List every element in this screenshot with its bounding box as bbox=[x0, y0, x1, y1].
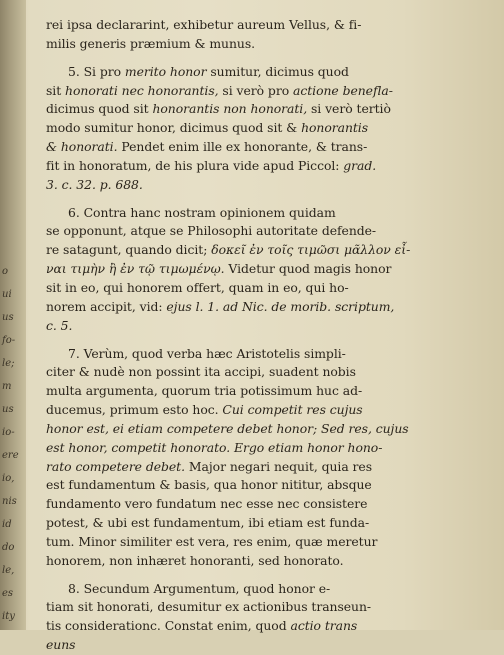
text-line bbox=[46, 382, 486, 401]
text-segment: sit bbox=[46, 82, 66, 98]
italic-segment: c. 5. bbox=[46, 317, 73, 333]
text-segment: multa argumenta, quorum tria potissimum huc ad- bbox=[46, 383, 363, 399]
text-segment: citer & nudè non possint ita accipi, suadent nobis bbox=[46, 364, 356, 380]
italic-segment: euns bbox=[46, 637, 76, 653]
text-line bbox=[46, 63, 486, 82]
text-line bbox=[46, 580, 486, 599]
text-line bbox=[46, 82, 486, 101]
text-segment: norem accipit, vid: bbox=[46, 298, 167, 314]
previous-page-margin-fragments bbox=[2, 260, 24, 628]
italic-segment: Cui competit res cujus bbox=[222, 402, 363, 418]
text-line bbox=[46, 458, 486, 477]
margin-fragment: es bbox=[2, 588, 14, 599]
text-segment: re satagunt, quando dicit; bbox=[46, 242, 212, 258]
text-segment: fundamento vero fundatum nec esse nec consistere bbox=[46, 496, 368, 512]
paragraph bbox=[46, 16, 486, 54]
text-segment: modo sumitur honor, dicimus quod sit & bbox=[46, 120, 302, 136]
text-segment: Major negari nequit, quia res bbox=[185, 458, 373, 474]
paragraph bbox=[46, 580, 486, 655]
text-segment: tum. Minor similiter est vera, res enim, quæ meretur bbox=[46, 533, 378, 549]
text-line bbox=[46, 157, 486, 176]
text-segment: potest, & ubi est fundamentum, ibi etiam est funda- bbox=[46, 515, 370, 531]
margin-fragment: ity bbox=[2, 611, 15, 622]
text-line bbox=[46, 16, 486, 35]
margin-fragment: do bbox=[2, 542, 15, 553]
margin-fragment: us bbox=[2, 404, 14, 415]
italic-segment: rato competere debet. bbox=[46, 458, 186, 474]
text-line bbox=[46, 476, 486, 495]
paragraph bbox=[46, 63, 486, 195]
text-segment: si verò pro bbox=[218, 82, 293, 98]
text-segment: dicimus quod sit bbox=[46, 101, 153, 117]
text-segment: sit in eo, qui honorem offert, quam in eo, qui ho- bbox=[46, 279, 349, 295]
margin-fragment: io- bbox=[2, 427, 15, 438]
text-segment: tiam sit honorati, desumitur ex actionibus transeun- bbox=[46, 599, 372, 615]
text-line bbox=[46, 514, 486, 533]
text-line bbox=[46, 279, 486, 298]
italic-segment: ναι τιμὴν ἢ ἐν τῷ τιμωμένῳ. bbox=[46, 261, 225, 277]
margin-fragment: le, bbox=[2, 565, 15, 576]
text-segment: 6. Contra hanc nostram opinionem quidam bbox=[68, 204, 336, 220]
italic-segment: actione benefla- bbox=[293, 82, 393, 98]
text-segment: tis considerationc. Constat enim, quod bbox=[46, 618, 291, 634]
text-line bbox=[46, 119, 486, 138]
text-line bbox=[46, 204, 486, 223]
text-segment: rei ipsa declararint, exhibetur aureum Vellus, & fi- bbox=[46, 17, 362, 32]
margin-fragment: us bbox=[2, 312, 14, 323]
text-segment: 8. Secundum Argumentum, quod honor e- bbox=[68, 580, 331, 596]
text-line bbox=[46, 636, 486, 655]
text-line bbox=[46, 176, 486, 195]
italic-segment: honor est, ei etiam competere debet honor; Sed res, cujus bbox=[46, 420, 409, 436]
margin-fragment: io, bbox=[2, 473, 15, 484]
text-segment: ducemus, primum esto hoc. bbox=[46, 402, 223, 418]
text-segment: Videtur quod magis honor bbox=[224, 261, 392, 277]
text-segment: 5. Si pro bbox=[68, 63, 125, 79]
text-line bbox=[46, 241, 486, 260]
italic-segment: est honor, competit honorato. Ergo etiam honor hono- bbox=[46, 439, 383, 455]
italic-segment: ejus l. 1. ad Nic. de morib. scriptum, bbox=[166, 298, 395, 314]
text-line bbox=[46, 345, 486, 364]
text-segment: milis generis præmium & munus. bbox=[46, 35, 256, 51]
italic-segment: & honorati. bbox=[46, 139, 118, 155]
text-line bbox=[46, 439, 486, 458]
text-line bbox=[46, 222, 486, 241]
italic-segment: actio trans bbox=[290, 618, 358, 634]
text-line bbox=[46, 35, 486, 54]
margin-fragment: fo- bbox=[2, 335, 16, 346]
text-line bbox=[46, 298, 486, 317]
text-line bbox=[46, 260, 486, 279]
text-line bbox=[46, 533, 486, 552]
text-segment: sumitur, dicimus quod bbox=[206, 63, 349, 79]
text-line bbox=[46, 552, 486, 571]
text-segment: est fundamentum & basis, qua honor nititur, absque bbox=[46, 477, 372, 493]
margin-fragment: le; bbox=[2, 358, 15, 369]
paragraph-gap bbox=[46, 571, 486, 580]
text-line bbox=[46, 317, 486, 336]
italic-segment: δοκεῖ ἐν τοῖς τιμῶσι μᾶλλον εἶ- bbox=[211, 242, 411, 258]
paragraph-gap bbox=[46, 195, 486, 204]
text-line bbox=[46, 100, 486, 119]
page-text bbox=[46, 16, 486, 655]
paragraph-gap bbox=[46, 336, 486, 345]
text-segment: honorem, non inhæret honoranti, sed honorato. bbox=[46, 552, 344, 568]
italic-segment: merito honor bbox=[124, 63, 207, 79]
italic-segment: 3. c. 32. p. 688. bbox=[46, 176, 143, 192]
italic-segment: honorati nec honorantis, bbox=[65, 82, 219, 98]
text-segment: 7. Verùm, quod verba hæc Aristotelis simpli- bbox=[68, 345, 346, 361]
text-segment: Pendet enim ille ex honorante, & trans- bbox=[117, 139, 368, 155]
text-line bbox=[46, 420, 486, 439]
paragraph bbox=[46, 345, 486, 571]
margin-fragment: ere bbox=[2, 450, 19, 461]
margin-fragment: m bbox=[2, 381, 12, 392]
text-line bbox=[46, 401, 486, 420]
margin-fragment: o bbox=[2, 266, 9, 277]
text-line bbox=[46, 495, 486, 514]
italic-segment: honorantis non honorati, bbox=[152, 101, 308, 117]
margin-fragment: ui bbox=[2, 289, 12, 300]
paragraph-gap bbox=[46, 54, 486, 63]
text-line bbox=[46, 617, 486, 636]
text-segment: si verò tertiò bbox=[307, 101, 391, 117]
italic-segment: grad. bbox=[343, 157, 377, 173]
margin-fragment: id bbox=[2, 519, 12, 530]
italic-segment: honorantis bbox=[301, 120, 369, 136]
text-segment: se opponunt, atque se Philosophi autoritate defende- bbox=[46, 223, 377, 239]
text-line bbox=[46, 138, 486, 157]
text-segment: fit in honoratum, de his plura vide apud Piccol: bbox=[46, 157, 344, 173]
margin-fragment: nis bbox=[2, 496, 17, 507]
text-line bbox=[46, 363, 486, 382]
paragraph bbox=[46, 204, 486, 336]
text-line bbox=[46, 598, 486, 617]
